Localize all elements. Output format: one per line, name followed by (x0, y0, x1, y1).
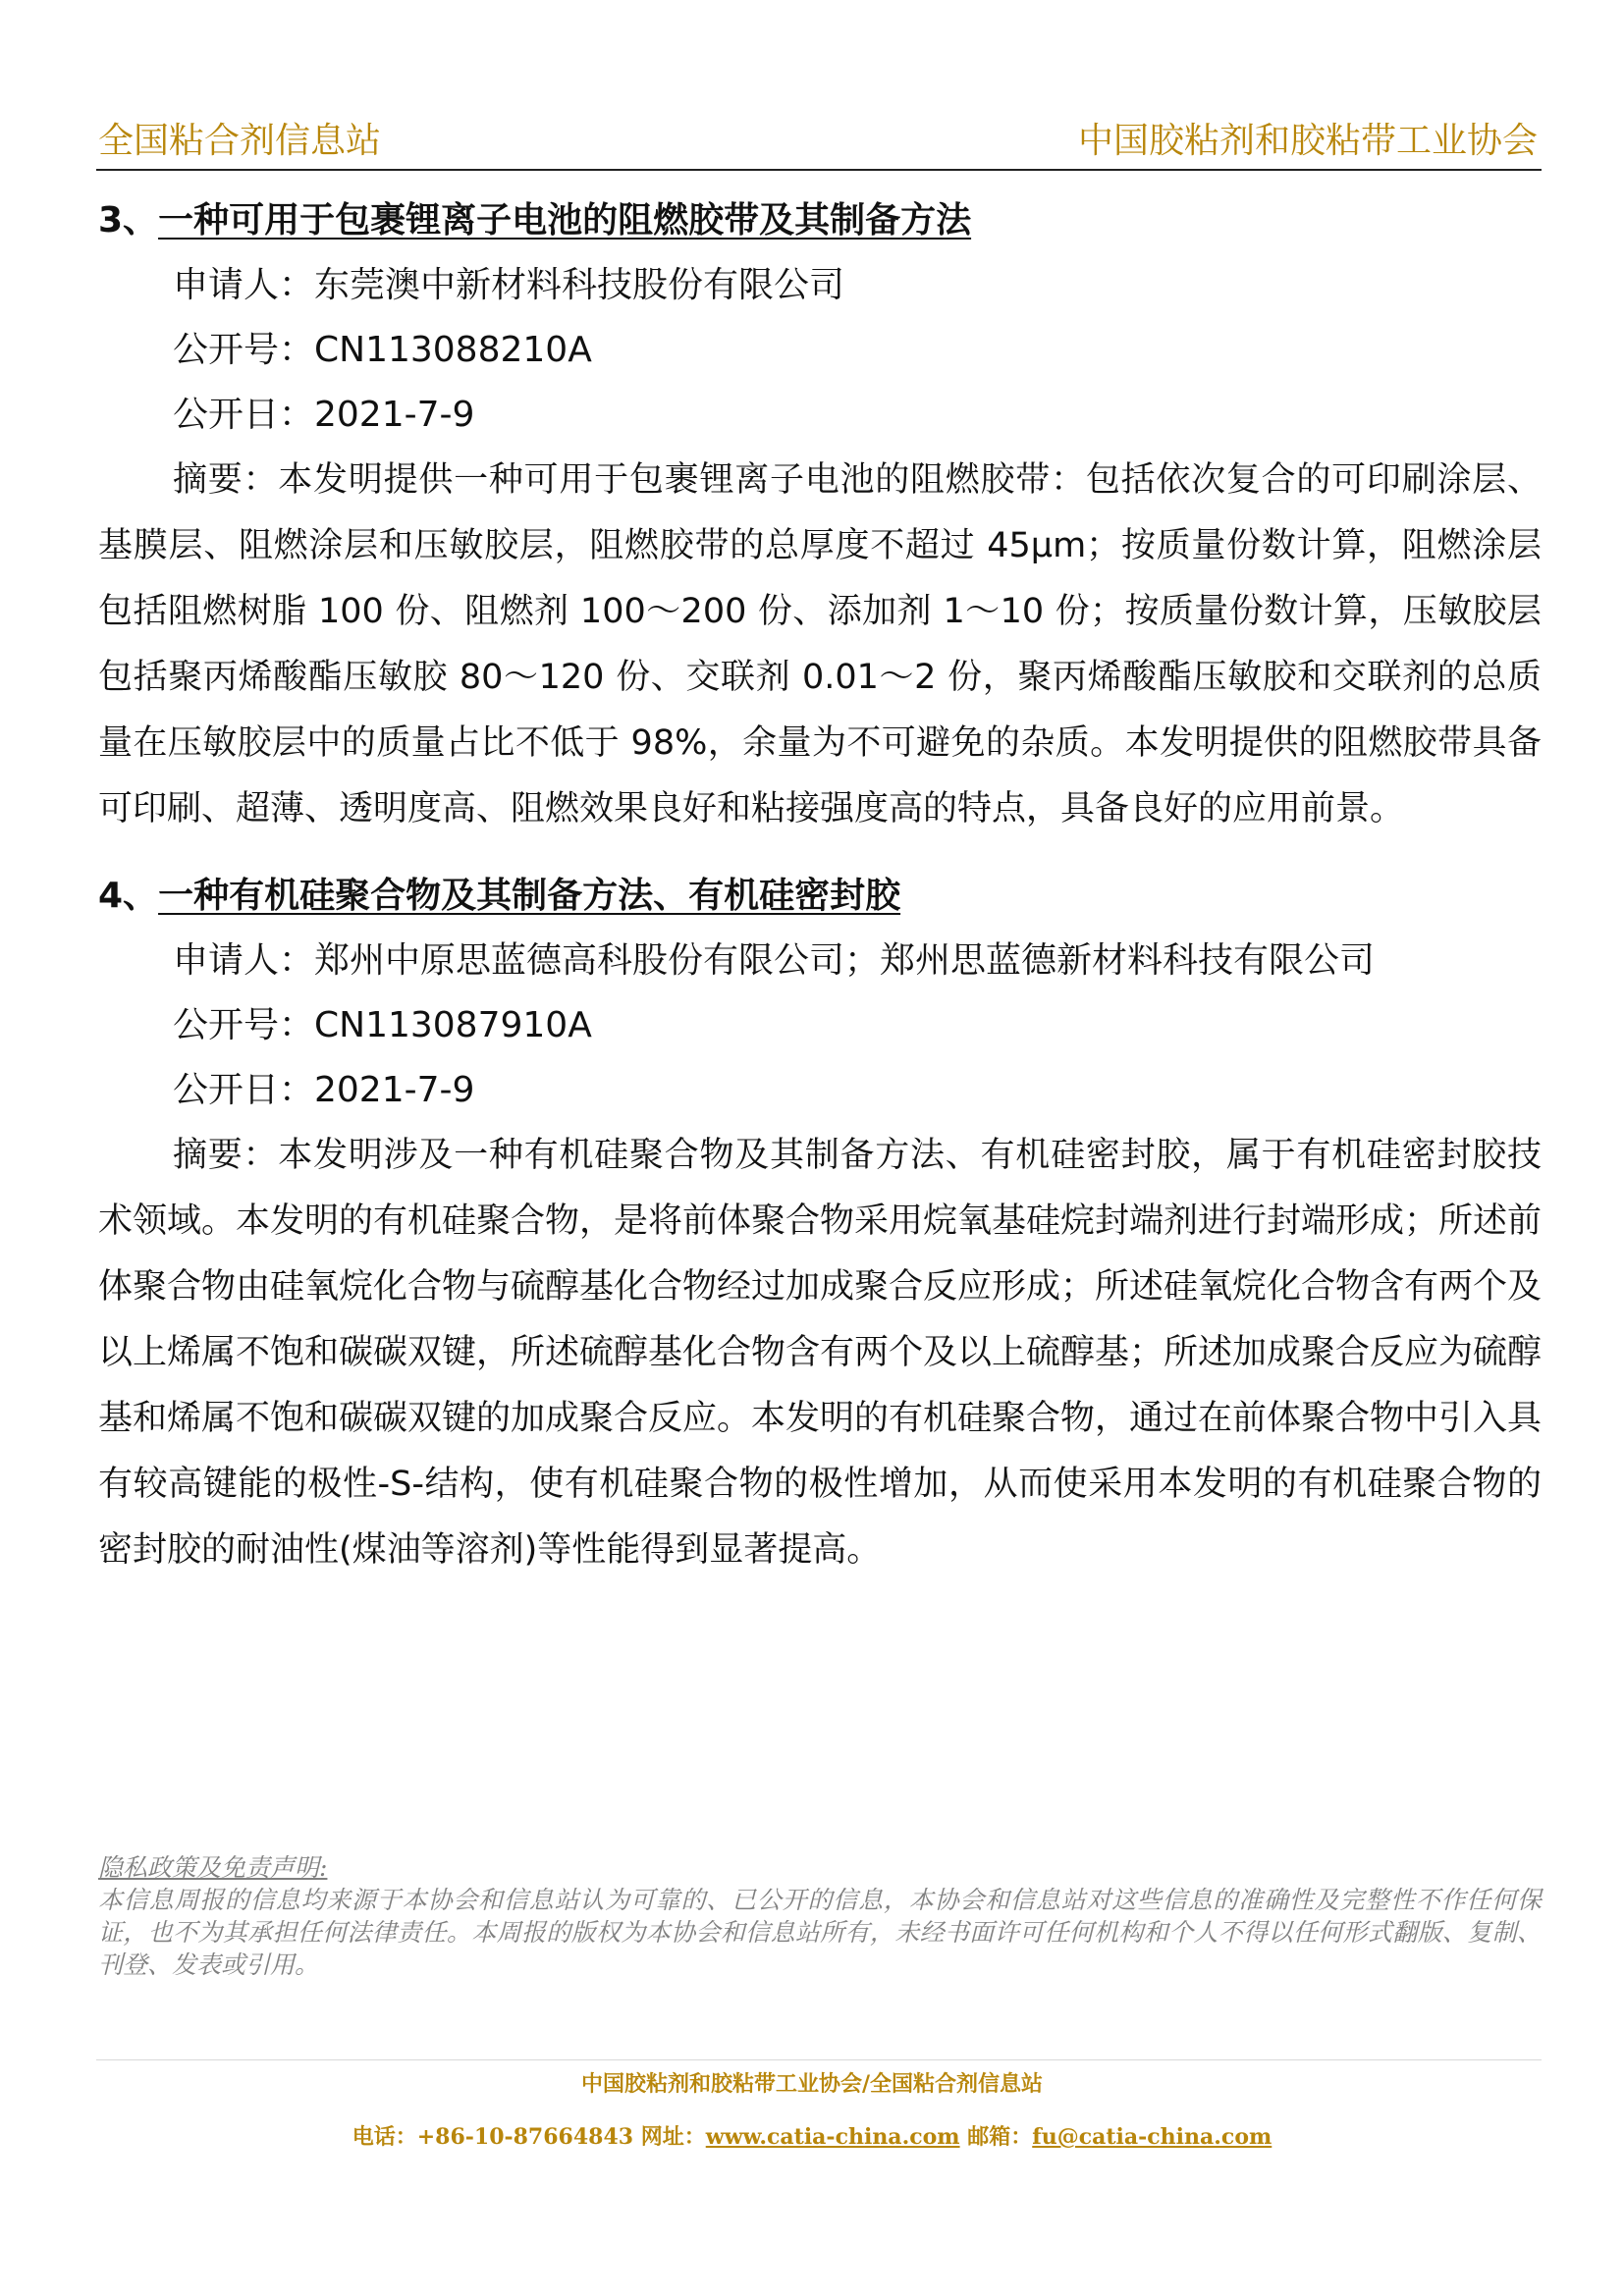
footer-contact (0, 2120, 1624, 2151)
disclaimer-heading: 隐私政策及免责声明: (98, 1853, 328, 1882)
disclaimer-body: 本信息周报的信息均来源于本协会和信息站认为可靠的、已公开的信息，本协会和信息站对这些信息的准确性及完整性不作任何保证，也不为其承担任何法律责任。本周报的版权为本协会和信息站所有，未经书面许可任何机构和个人不得以任何形式翻版、复制、刊登、发表或引用。 (98, 1886, 1542, 1979)
patent-applicant: 申请人：郑州中原思蓝德高科股份有限公司；郑州思蓝德新材料科技有限公司 (173, 940, 1376, 981)
patent-abstract: 摘要：本发明提供一种可用于包裹锂离子电池的阻燃胶带：包括依次复合的可印刷涂层、基膜层、阻燃涂层和压敏胶层，阻燃胶带的总厚度不超过 45μm；按质量份数计算，阻燃涂层包括阻燃树脂 100 份、阻燃剂 100～200 份、添加剂 1～10 份；按质量份数计算，压敏胶层包括聚丙烯酸酯压敏胶 80～120 份、交联剂 0.01～2 份，聚丙烯酸酯压敏胶和交联剂的总质量在压敏胶层中的质量占比不低于 98%，余量为不可避免的杂质。本发明提供的阻燃胶带具备可印刷、超薄、透明度高、阻燃效果良好和粘接强度高的特点，具备良好的应用前景。 (98, 460, 1542, 828)
patent-title (98, 188, 1542, 253)
footer-organization: 中国胶粘剂和胶粘带工业协会/全国粘合剂信息站 (580, 2071, 1044, 2097)
footer-divider (96, 2059, 1542, 2060)
patent-publication-number: 公开号：CN113088210A (173, 330, 592, 370)
patent-number: 3、 (98, 200, 159, 240)
patent-list (98, 188, 1542, 1605)
patent-title-text: 一种有机硅聚合物及其制备方法、有机硅密封胶 (158, 876, 901, 916)
footer-email-link[interactable]: fu@catia-china.com (1032, 2124, 1272, 2150)
header-site-name: 全国粘合剂信息站 (98, 121, 382, 161)
patent-title (98, 864, 1542, 929)
patent-publication-date: 公开日：2021-7-9 (173, 1070, 475, 1110)
patent-publication-date: 公开日：2021-7-9 (173, 395, 475, 435)
patent-title-text: 一种可用于包裹锂离子电池的阻燃胶带及其制备方法 (158, 200, 972, 240)
patent-abstract: 摘要：本发明涉及一种有机硅聚合物及其制备方法、有机硅密封胶，属于有机硅密封胶技术领域。本发明的有机硅聚合物，是将前体聚合物采用烷氧基硅烷封端剂进行封端形成；所述前体聚合物由硅氧烷化合物与硫醇基化合物经过加成聚合反应形成；所述硅氧烷化合物含有两个及以上烯属不饱和碳碳双键，所述硫醇基化合物含有两个及以上硫醇基；所述加成聚合反应为硫醇基和烯属不饱和碳碳双键的加成聚合反应。本发明的有机硅聚合物，通过在前体聚合物中引入具有较高键能的极性-S-结构，使有机硅聚合物的极性增加，从而使采用本发明的有机硅聚合物的密封胶的耐油性(煤油等溶剂)等性能得到显著提高。 (98, 1136, 1543, 1570)
patent-entry (98, 188, 1542, 842)
disclaimer (98, 1851, 1542, 1981)
patent-publication-number: 公开号：CN113087910A (173, 1005, 592, 1045)
patent-entry (98, 864, 1542, 1583)
patent-number: 4、 (98, 876, 159, 916)
footer-website-link[interactable]: www.catia-china.com (705, 2124, 960, 2150)
page-header (96, 108, 1542, 171)
header-association-name: 中国胶粘剂和胶粘带工业协会 (1077, 121, 1538, 161)
footer-email-label: 邮箱： (959, 2124, 1033, 2150)
patent-applicant: 申请人：东莞澳中新材料科技股份有限公司 (173, 265, 845, 305)
footer-phone: 电话：+86-10-87664843 网址： (352, 2124, 706, 2150)
